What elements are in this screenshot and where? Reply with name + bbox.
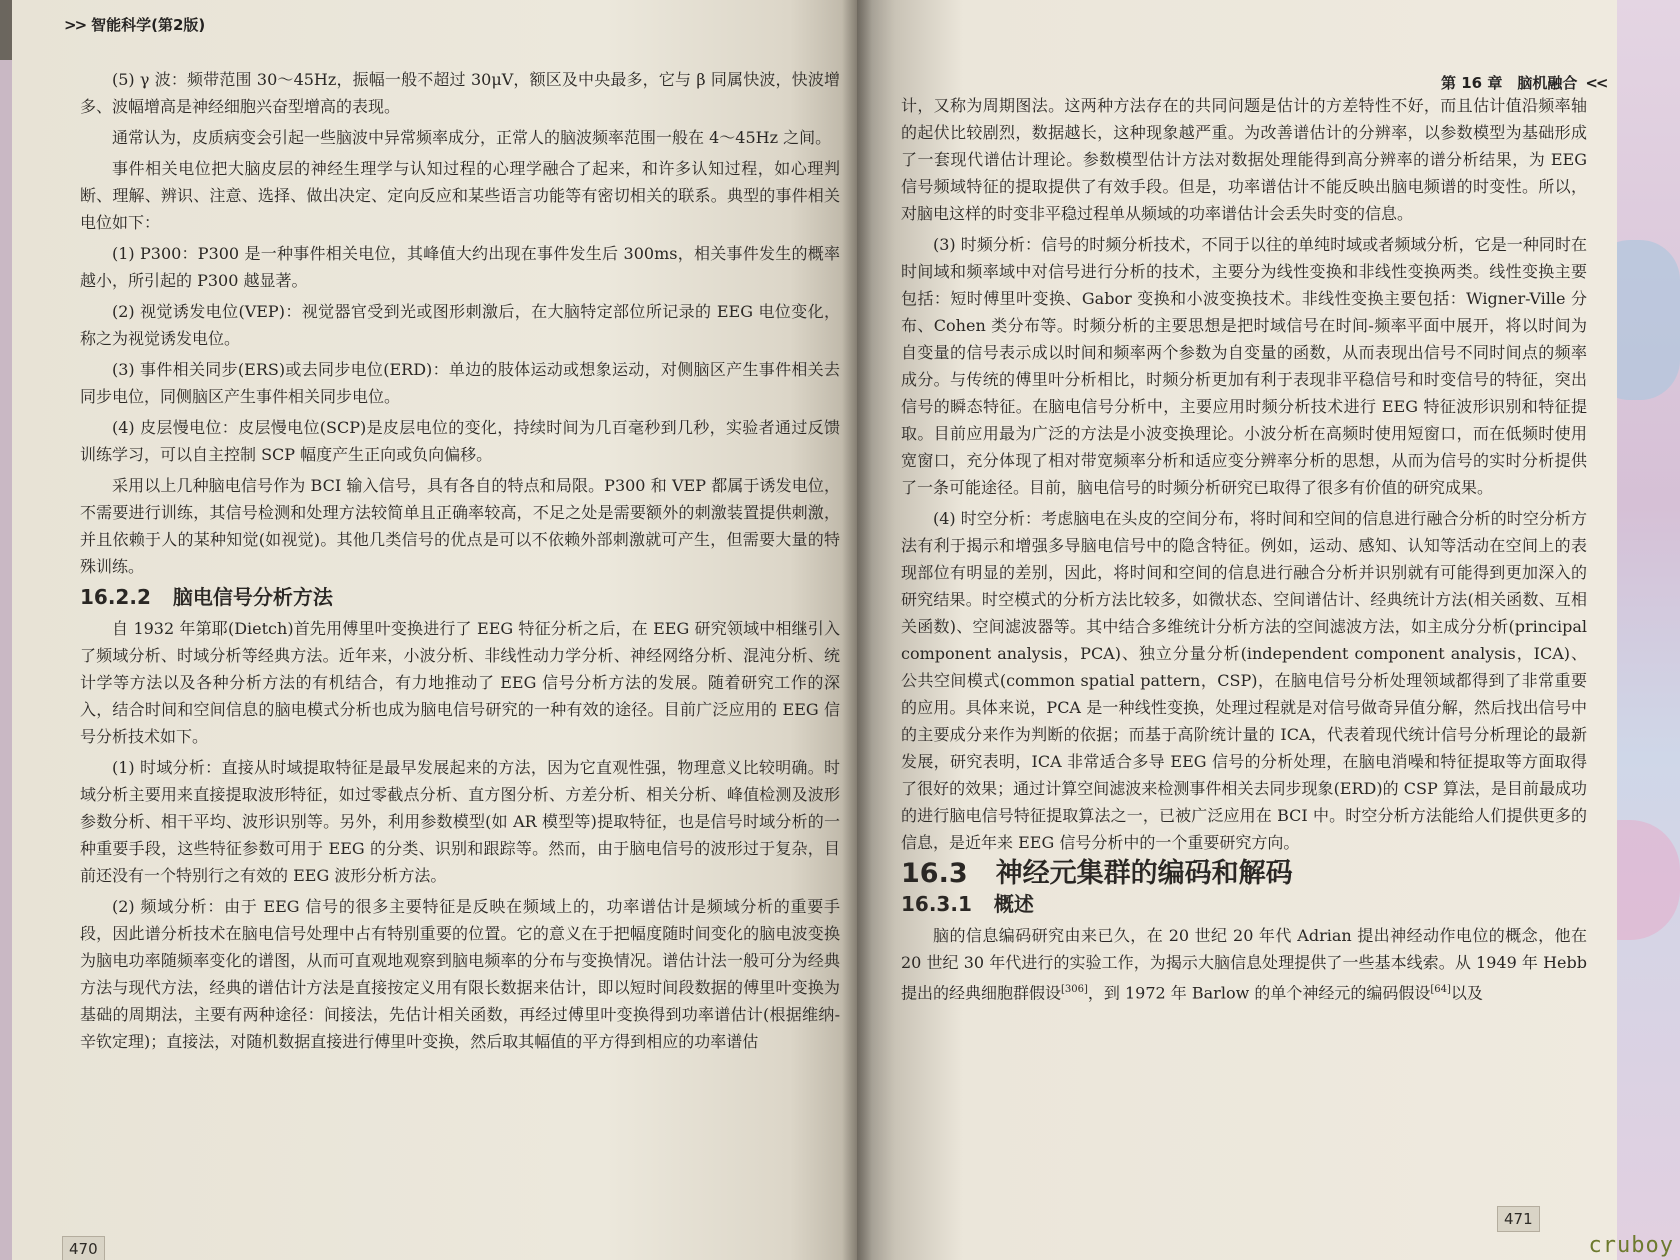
section-title: 神经元集群的编码和解码 — [995, 858, 1293, 889]
book-gutter — [842, 0, 872, 1260]
section-heading — [80, 584, 840, 611]
paragraph: 事件相关电位把大脑皮层的神经生理学与认知过程的心理学融合了起来，和许多认知过程，如心理判断、理解、辨识、注意、选择、做出决定、定向反应和某些语言功能等有密切相关的联系。典型的事件相关电位如下： — [80, 159, 840, 232]
double-chevron-left-icon: << — [1585, 74, 1607, 92]
left-page-body — [80, 66, 840, 1059]
paragraph-text: 以及 — [1450, 983, 1483, 1003]
citation: [306] — [1061, 984, 1088, 995]
page-number-right: 471 — [1497, 1206, 1540, 1232]
section-title: 脑电信号分析方法 — [172, 585, 333, 609]
left-running-head — [64, 14, 205, 35]
paragraph: 自 1932 年第耶(Dietch)首先用傅里叶变换进行了 EEG 特征分析之后，在 EEG 研究领域中相继引入了频域分析、时域分析等经典方法。近年来，小波分析、非线性动力学分析、神经网络分析、混沌分析、统计学等方法以及各种分析方法的有机结合，有力地推动了 EEG 信号分析方法的发展。随着研究工作的深入，结合时间和空间信息的脑电模式分析也成为脑电信号研究的一种有效的途径。目前广泛应用的 EEG 信号分析技术如下。 — [80, 619, 840, 746]
page-number-left: 470 — [62, 1236, 105, 1260]
paragraph: (3) 时频分析：信号的时频分析技术，不同于以往的单纯时域或者频域分析，它是一种同时在时间域和频率域中对信号进行分析的技术，主要分为线性变换和非线性变换两类。线性变换主要包括：短时傅里叶变换、Gabor 变换和小波变换技术。非线性变换主要包括：Wigner-Ville 分布、Cohen 类分布等。时频分析的主要思想是把时域信号在时间-频率平面中展开，将以时间为自变量的信号表示成以时间和频率两个参数为自变量的函数，从而表现出信号不同时间点的频率成分。与传统的傅里叶分析相比，时频分析更加有利于表现非平稳信号和时变信号的特征，突出信号的瞬态特征。在脑电信号分析中，主要应用时频分析技术进行 EEG 特征波形识别和特征提取。目前应用最为广泛的方法是小波变换理论。小波分析在高频时使用短窗口，而在低频时使用宽窗口，充分体现了相对带宽频率分析和适应变分辨率分析的思想，从而为信号的实时分析提供了一条可能途径。目前，脑电信号的时频分析研究已取得了很多有价值的研究成果。 — [901, 235, 1587, 497]
paragraph: (4) 皮层慢电位：皮层慢电位(SCP)是皮层电位的变化，持续时间为几百毫秒到几秒，实验者通过反馈训练学习，可以自主控制 SCP 幅度产生正向或负向偏移。 — [80, 418, 840, 464]
chapter-section-heading — [901, 860, 1587, 887]
right-running-head — [1441, 72, 1606, 93]
paragraph — [901, 922, 1587, 1006]
paragraph-text: ，到 1972 年 Barlow 的单个神经元的编码假设 — [1087, 983, 1431, 1003]
paragraph: (3) 事件相关同步(ERS)或去同步电位(ERD)：单边的肢体运动或想象运动，对侧脑区产生事件相关去同步电位，同侧脑区产生事件相关同步电位。 — [80, 360, 840, 406]
subsection-number: 16.3.1 — [901, 892, 972, 916]
paragraph: (4) 时空分析：考虑脑电在头皮的空间分布，将时间和空间的信息进行融合分析的时空分析方法有利于揭示和增强多导脑电信号中的隐含特征。例如，运动、感知、认知等活动在空间上的表现部位有明显的差别，因此，将时间和空间的信息进行融合分析并识别就有可能得到更加深入的研究结果。时空模式的分析方法比较多，如微状态、空间谱估计、经典统计方法(相关函数、互相关函数)、空间滤波器等。其中结合多维统计分析方法的空间滤波方法，如主成分分析(principal component analysis，PCA)、独立分量分析(independent component analysis，ICA)、公共空间模式(common spatial pattern，CSP)，在脑电信号分析处理领域都得到了非常重要的应用。具体来说，PCA 是一种线性变换，处理过程就是对信号做奇异值分解，然后找出信号中的主要成分来作为判断的依据；而基于高阶统计量的 ICA，代表着现代统计信号分析理论的最新发展，研究表明，ICA 非常适合多导 EEG 信号的分析处理，在脑电消噪和特征提取等方面取得了很好的效果；通过计算空间滤波来检测事件相关去同步现象(ERD)的 CSP 算法，是目前最成功的进行脑电信号特征提取算法之一，已被广泛应用在 BCI 中。时空分析方法能给人们提供更多的信息，是近年来 EEG 信号分析中的一个重要研究方向。 — [901, 509, 1587, 852]
chapter-title: 第 16 章 脑机融合 — [1441, 74, 1578, 92]
paragraph: 采用以上几种脑电信号作为 BCI 输入信号，具有各自的特点和局限。P300 和 VEP 都属于诱发电位，不需要进行训练，其信号检测和处理方法较简单且正确率较高，不足之处是需要额外的刺激装置提供刺激，并且依赖于人的某种知觉(如视觉)。其他几类信号的优点是可以不依赖外部刺激就可产生，但需要大量的特殊训练。 — [80, 476, 840, 576]
double-chevron-right-icon: >> — [64, 16, 86, 34]
citation: [64] — [1430, 984, 1451, 995]
paragraph: (1) 时域分析：直接从时域提取特征是最早发展起来的方法，因为它直观性强，物理意义比较明确。时域分析主要用来直接提取波形特征，如过零截点分析、直方图分析、方差分析、相关分析、峰值检测及波形参数分析、相干平均、波形识别等。另外，利用参数模型(如 AR 模型等)提取特征，也是信号时域分析的一种重要手段，这些特征参数可用于 EEG 的分类、识别和跟踪等。然而，由于脑电信号的波形过于复杂，目前还没有一个特别行之有效的 EEG 波形分析方法。 — [80, 758, 840, 885]
paragraph: 通常认为，皮质病变会引起一些脑波中异常频率成分，正常人的脑波频率范围一般在 4～45Hz 之间。 — [112, 128, 832, 147]
watermark: cruboy — [1588, 1233, 1674, 1258]
subsection-title: 概述 — [993, 892, 1034, 916]
paragraph: (2) 视觉诱发电位(VEP)：视觉器官受到光或图形刺激后，在大脑特定部位所记录的 EEG 电位变化，称之为视觉诱发电位。 — [80, 302, 840, 348]
right-page — [857, 0, 1617, 1260]
left-page — [12, 0, 857, 1260]
paragraph: (1) P300：P300 是一种事件相关电位，其峰值大约出现在事件发生后 300ms，相关事件发生的概率越小，所引起的 P300 越显著。 — [80, 244, 840, 290]
paragraph-text: 脑的信息编码研究由来已久，在 20 世纪 20 年代 Adrian 提出神经动作电位的概念，他在 20 世纪 30 年代进行的实验工作，为揭示大脑信息处理提供了一些基本线索。从 1949 年 Hebb 提出的经典细胞群假设 — [901, 926, 1587, 1003]
right-page-body — [901, 92, 1587, 1010]
paragraph: (5) γ 波：频带范围 30～45Hz，振幅一般不超过 30μV，额区及中央最多，它与 β 同属快波，快波增多、波幅增高是神经细胞兴奋型增高的表现。 — [80, 70, 840, 116]
section-number: 16.2.2 — [80, 585, 151, 609]
book-title: 智能科学(第2版) — [91, 16, 206, 34]
paragraph: (2) 频域分析：由于 EEG 信号的很多主要特征是反映在频域上的，功率谱估计是频域分析的重要手段，因此谱分析技术在脑电信号处理中占有特别重要的位置。它的意义在于把幅度随时间变化的脑电波变换为脑电功率随频率变化的谱图，从而可直观地观察到脑电频率的分布与变换情况。谱估计法一般可分为经典方法与现代方法，经典的谱估计方法是直接按定义用有限长数据来估计，即以短时间段数据的傅里叶变换为基础的周期法，主要有两种途径：间接法，先估计相关函数，再经过傅里叶变换得到功率谱估计(根据维纳-辛钦定理)；直接法，对随机数据直接进行傅里叶变换，然后取其幅值的平方得到相应的功率谱估 — [80, 897, 840, 1051]
section-number: 16.3 — [901, 858, 968, 889]
paragraph: 计，又称为周期图法。这两种方法存在的共同问题是估计的方差特性不好，而且估计值沿频率轴的起伏比较剧烈，数据越长，这种现象越严重。为改善谱估计的分辨率，以参数模型为基础形成了一套现代谱估计理论。参数模型估计方法对数据处理能得到高分辨率的谱分析结果，为 EEG 信号频域特征的提取提供了有效手段。但是，功率谱估计不能反映出脑电频谱的时变性。所以，对脑电这样的时变非平稳过程单从频域的功率谱估计会丢失时变的信息。 — [901, 96, 1587, 223]
subsection-heading — [901, 891, 1587, 918]
